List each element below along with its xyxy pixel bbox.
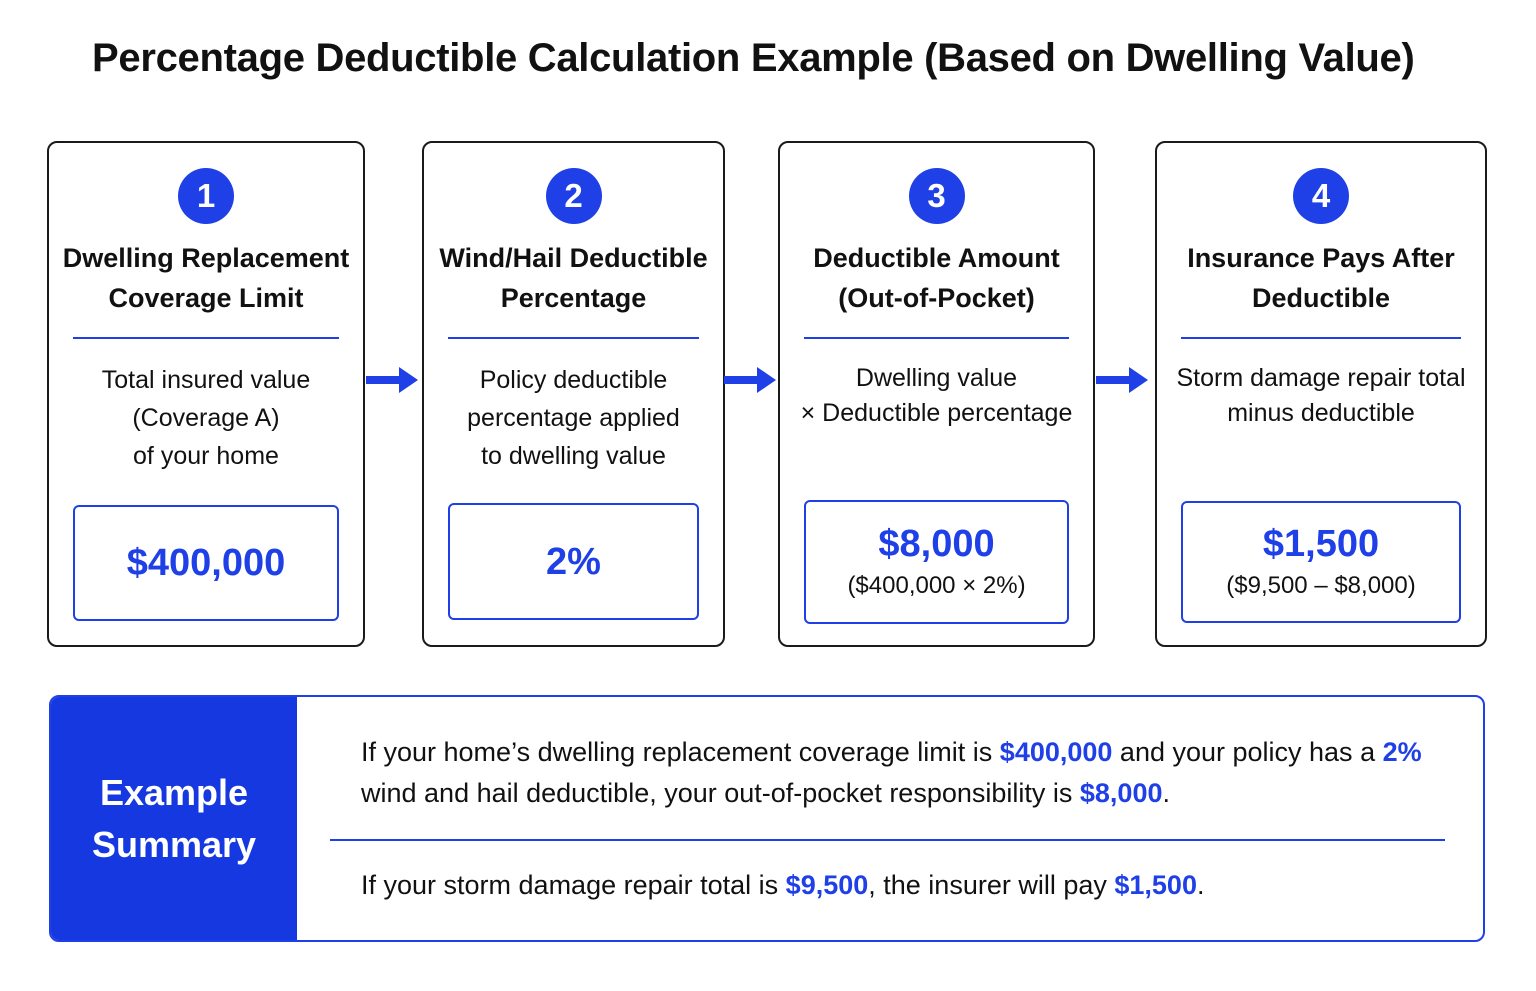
divider	[448, 337, 699, 339]
step-number-badge: 1	[178, 168, 234, 224]
summary-highlight-value: 2%	[1382, 737, 1422, 767]
summary-label: Example Summary	[51, 697, 297, 940]
step-number-badge: 4	[1293, 168, 1349, 224]
example-summary-panel	[49, 695, 1485, 942]
summary-text: .	[1196, 870, 1205, 900]
summary-text: If your home’s dwelling replacement coverage limit is	[361, 737, 1000, 767]
step-title: Wind/Hail Deductible Percentage	[439, 243, 708, 313]
summary-highlight-value: $400,000	[999, 737, 1113, 767]
summary-text: If your storm damage repair total is	[361, 870, 786, 900]
step-card-deductible-amount	[778, 141, 1095, 647]
step-value-box	[804, 500, 1069, 624]
step-description: Total insured value (Coverage A) of your home	[101, 366, 311, 470]
step-title: Insurance Pays After Deductible	[1187, 243, 1455, 313]
divider	[804, 337, 1069, 339]
step-value: $400,000	[126, 542, 286, 584]
step-formula: ($400,000 × 2%)	[847, 572, 1026, 599]
divider	[330, 839, 1445, 841]
step-number-badge: 3	[909, 168, 965, 224]
summary-deductible-sentence	[361, 732, 1441, 814]
page-title: Percentage Deductible Calculation Example (Based on Dwelling Value)	[92, 36, 1415, 80]
step-formula: ($9,500 – $8,000)	[1226, 572, 1416, 599]
step-description: Storm damage repair total minus deductible	[1176, 364, 1466, 427]
summary-payout-sentence	[361, 865, 1441, 906]
step-card-dwelling-limit	[47, 141, 365, 647]
step-number-badge: 2	[546, 168, 602, 224]
summary-text: and your policy has a	[1112, 737, 1383, 767]
divider	[73, 337, 339, 339]
step-description: Policy deductible percentage applied to dwelling value	[467, 366, 680, 470]
divider	[1181, 337, 1461, 339]
step-value-box	[73, 505, 339, 621]
step-value: $1,500	[1262, 523, 1380, 565]
step-description: Dwelling value × Deductible percentage	[800, 364, 1073, 427]
summary-highlight-value: $9,500	[785, 870, 869, 900]
arrow-right-icon	[1096, 365, 1150, 395]
arrow-right-icon	[366, 365, 420, 395]
step-card-insurance-pays	[1155, 141, 1487, 647]
summary-text: wind and hail deductible, your out-of-pocket responsibility is	[361, 778, 1080, 808]
step-value: $8,000	[878, 523, 995, 565]
step-title: Deductible Amount (Out-of-Pocket)	[813, 243, 1060, 313]
step-value: 2%	[546, 540, 601, 583]
step-title: Dwelling Replacement Coverage Limit	[62, 243, 350, 313]
step-card-deductible-percentage	[422, 141, 725, 647]
summary-text: .	[1162, 778, 1170, 808]
step-value-box	[1181, 501, 1461, 623]
arrow-right-icon	[724, 365, 778, 395]
step-value-box	[448, 503, 699, 620]
summary-highlight-value: $8,000	[1079, 778, 1163, 808]
summary-highlight-value: $1,500	[1114, 870, 1197, 900]
summary-text: , the insurer will pay	[868, 870, 1115, 900]
